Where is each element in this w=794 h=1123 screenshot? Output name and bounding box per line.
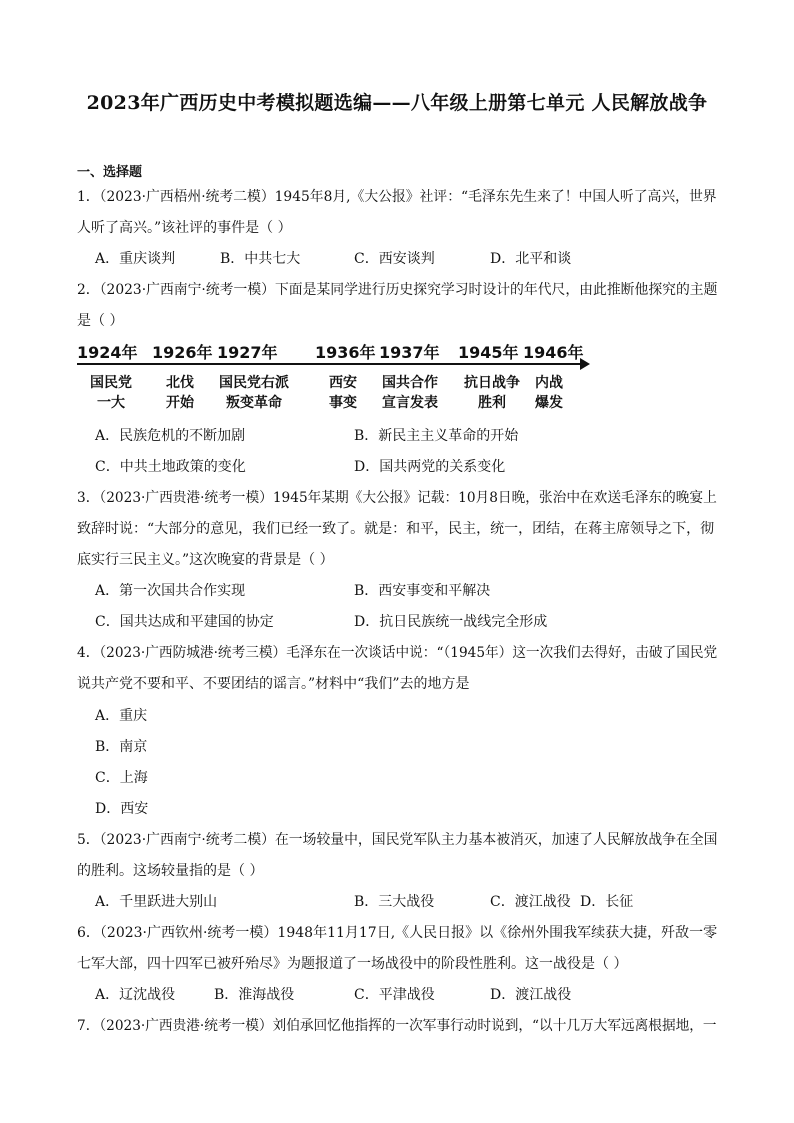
question-3-option-a[interactable]: A．第一次国共合作实现 [95, 583, 246, 599]
question-5-line-1: 5．（2023·广西南宁·统考二模）在一场较量中，国民党军队主力基本被消灭，加速了人民解放战争在全国 [77, 832, 718, 848]
question-4-option-d[interactable]: D．西安 [95, 801, 149, 817]
question-6-option-b[interactable]: B．淮海战役 [214, 987, 295, 1003]
timeline-event-line: 国民党 [90, 375, 132, 391]
timeline-event-line: 爆发 [535, 395, 563, 411]
timeline-year: 1926年 [152, 343, 213, 362]
timeline-event [529, 373, 569, 413]
timeline-year: 1936年 [315, 343, 376, 362]
timeline-axis [77, 363, 582, 365]
question-4-option-c[interactable]: C．上海 [95, 770, 148, 786]
timeline-year: 1937年 [379, 343, 440, 362]
timeline-event-line: 西安 [329, 375, 357, 391]
timeline-event-line: 事变 [329, 395, 357, 411]
question-4-line-2: 说共产党不要和平、不要团结的谣言。”材料中“我们”去的地方是 [77, 676, 470, 692]
question-2-option-b[interactable]: B．新民主主义革命的开始 [354, 428, 519, 444]
question-1-line-1: 1．（2023·广西梧州·统考二模）1945年8月,《大公报》社评：“毛泽东先生来了！中国人听了高兴，世界 [77, 189, 717, 205]
page-title: 2023年广西历史中考模拟题选编——八年级上册第七单元 人民解放战争 [86, 92, 708, 114]
question-6-line-2: 七军大部，四十四军已被歼殆尽》为题报道了一场战役中的阶段性胜利。这一战役是（ ） [77, 956, 628, 972]
question-5-option-a[interactable]: A．千里跃进大别山 [95, 894, 218, 910]
question-6-option-d[interactable]: D．渡江战役 [490, 987, 572, 1003]
question-4-line-1: 4．（2023·广西防城港·统考三模）毛泽东在一次谈话中说：“（1945年）这一次我们去得好，击破了国民党 [77, 645, 718, 661]
question-2-line-2: 是（ ） [77, 313, 124, 329]
question-1-option-c[interactable]: C．西安谈判 [354, 251, 435, 267]
timeline-year: 1945年 [458, 343, 519, 362]
question-3-line-2: 致辞时说：“大部分的意见，我们已经一致了。就是：和平，民主，统一，团结，在蒋主席领导之下，彻 [77, 521, 715, 537]
timeline-event-line: 一大 [97, 395, 125, 411]
timeline-event-line: 北伐 [166, 375, 194, 391]
question-1-option-a[interactable]: A．重庆谈判 [95, 251, 176, 267]
question-3-option-d[interactable]: D．抗日民族统一战线完全形成 [354, 614, 548, 630]
timeline-event [160, 373, 200, 413]
question-7-line-1: 7．（2023·广西贵港·统考一模）刘伯承回忆他指挥的一次军事行动时说到，“以十几万大军远离根据地，一 [77, 1018, 717, 1034]
timeline-event-line: 内战 [535, 375, 563, 391]
question-1-line-2: 人听了高兴。”该社评的事件是（ ） [77, 220, 292, 236]
section-heading: 一、选择题 [77, 165, 143, 180]
question-6-option-a[interactable]: A．辽沈战役 [95, 987, 176, 1003]
question-3-option-b[interactable]: B．西安事变和平解决 [354, 583, 491, 599]
question-3-line-1: 3．（2023·广西贵港·统考一模）1945年某期《大公报》记载：10月8日晚，张治中在欢送毛泽东的晚宴上 [77, 490, 717, 506]
timeline-event [213, 373, 295, 413]
timeline-event [87, 373, 135, 413]
question-2-line-1: 2．（2023·广西南宁·统考一模）下面是某同学进行历史探究学习时设计的年代尺，由此推断他探究的主题 [77, 282, 718, 298]
question-6-option-c[interactable]: C．平津战役 [354, 987, 435, 1003]
question-1-option-d[interactable]: D．北平和谈 [490, 251, 572, 267]
question-2-option-a[interactable]: A．民族危机的不断加剧 [95, 428, 246, 444]
timeline-year: 1927年 [217, 343, 278, 362]
timeline-event [459, 373, 525, 413]
timeline-event-line: 国民党右派 [219, 375, 289, 391]
question-3-option-c[interactable]: C．国共达成和平建国的协定 [95, 614, 274, 630]
question-6-line-1: 6．（2023·广西钦州·统考一模）1948年11月17日,《人民日报》以《徐州外围我军续获大捷，歼敌一零 [77, 925, 718, 941]
question-4-option-a[interactable]: A．重庆 [95, 708, 148, 724]
timeline-event [375, 373, 445, 413]
question-3-line-3: 底实行三民主义。”这次晚宴的背景是（ ） [77, 552, 334, 568]
timeline-event-line: 宣言发表 [382, 395, 438, 411]
timeline-event-line: 叛变革命 [226, 395, 282, 411]
timeline-figure [77, 340, 597, 420]
question-5-option-d[interactable]: D．长征 [580, 894, 634, 910]
question-5-option-c[interactable]: C．渡江战役 [490, 894, 571, 910]
timeline-event-line: 胜利 [478, 395, 506, 411]
timeline-event [323, 373, 363, 413]
question-2-option-c[interactable]: C．中共土地政策的变化 [95, 459, 246, 475]
question-5-option-b[interactable]: B．三大战役 [354, 894, 435, 910]
question-2-option-d[interactable]: D．国共两党的关系变化 [354, 459, 506, 475]
question-4-option-b[interactable]: B．南京 [95, 739, 148, 755]
question-1-option-b[interactable]: B．中共七大 [220, 251, 301, 267]
timeline-year: 1924年 [77, 343, 138, 362]
timeline-event-line: 国共合作 [382, 375, 438, 391]
timeline-event-line: 开始 [166, 395, 194, 411]
question-5-line-2: 的胜利。这场较量指的是（ ） [77, 863, 264, 879]
timeline-event-line: 抗日战争 [464, 375, 520, 391]
timeline-year: 1946年 [523, 343, 584, 362]
